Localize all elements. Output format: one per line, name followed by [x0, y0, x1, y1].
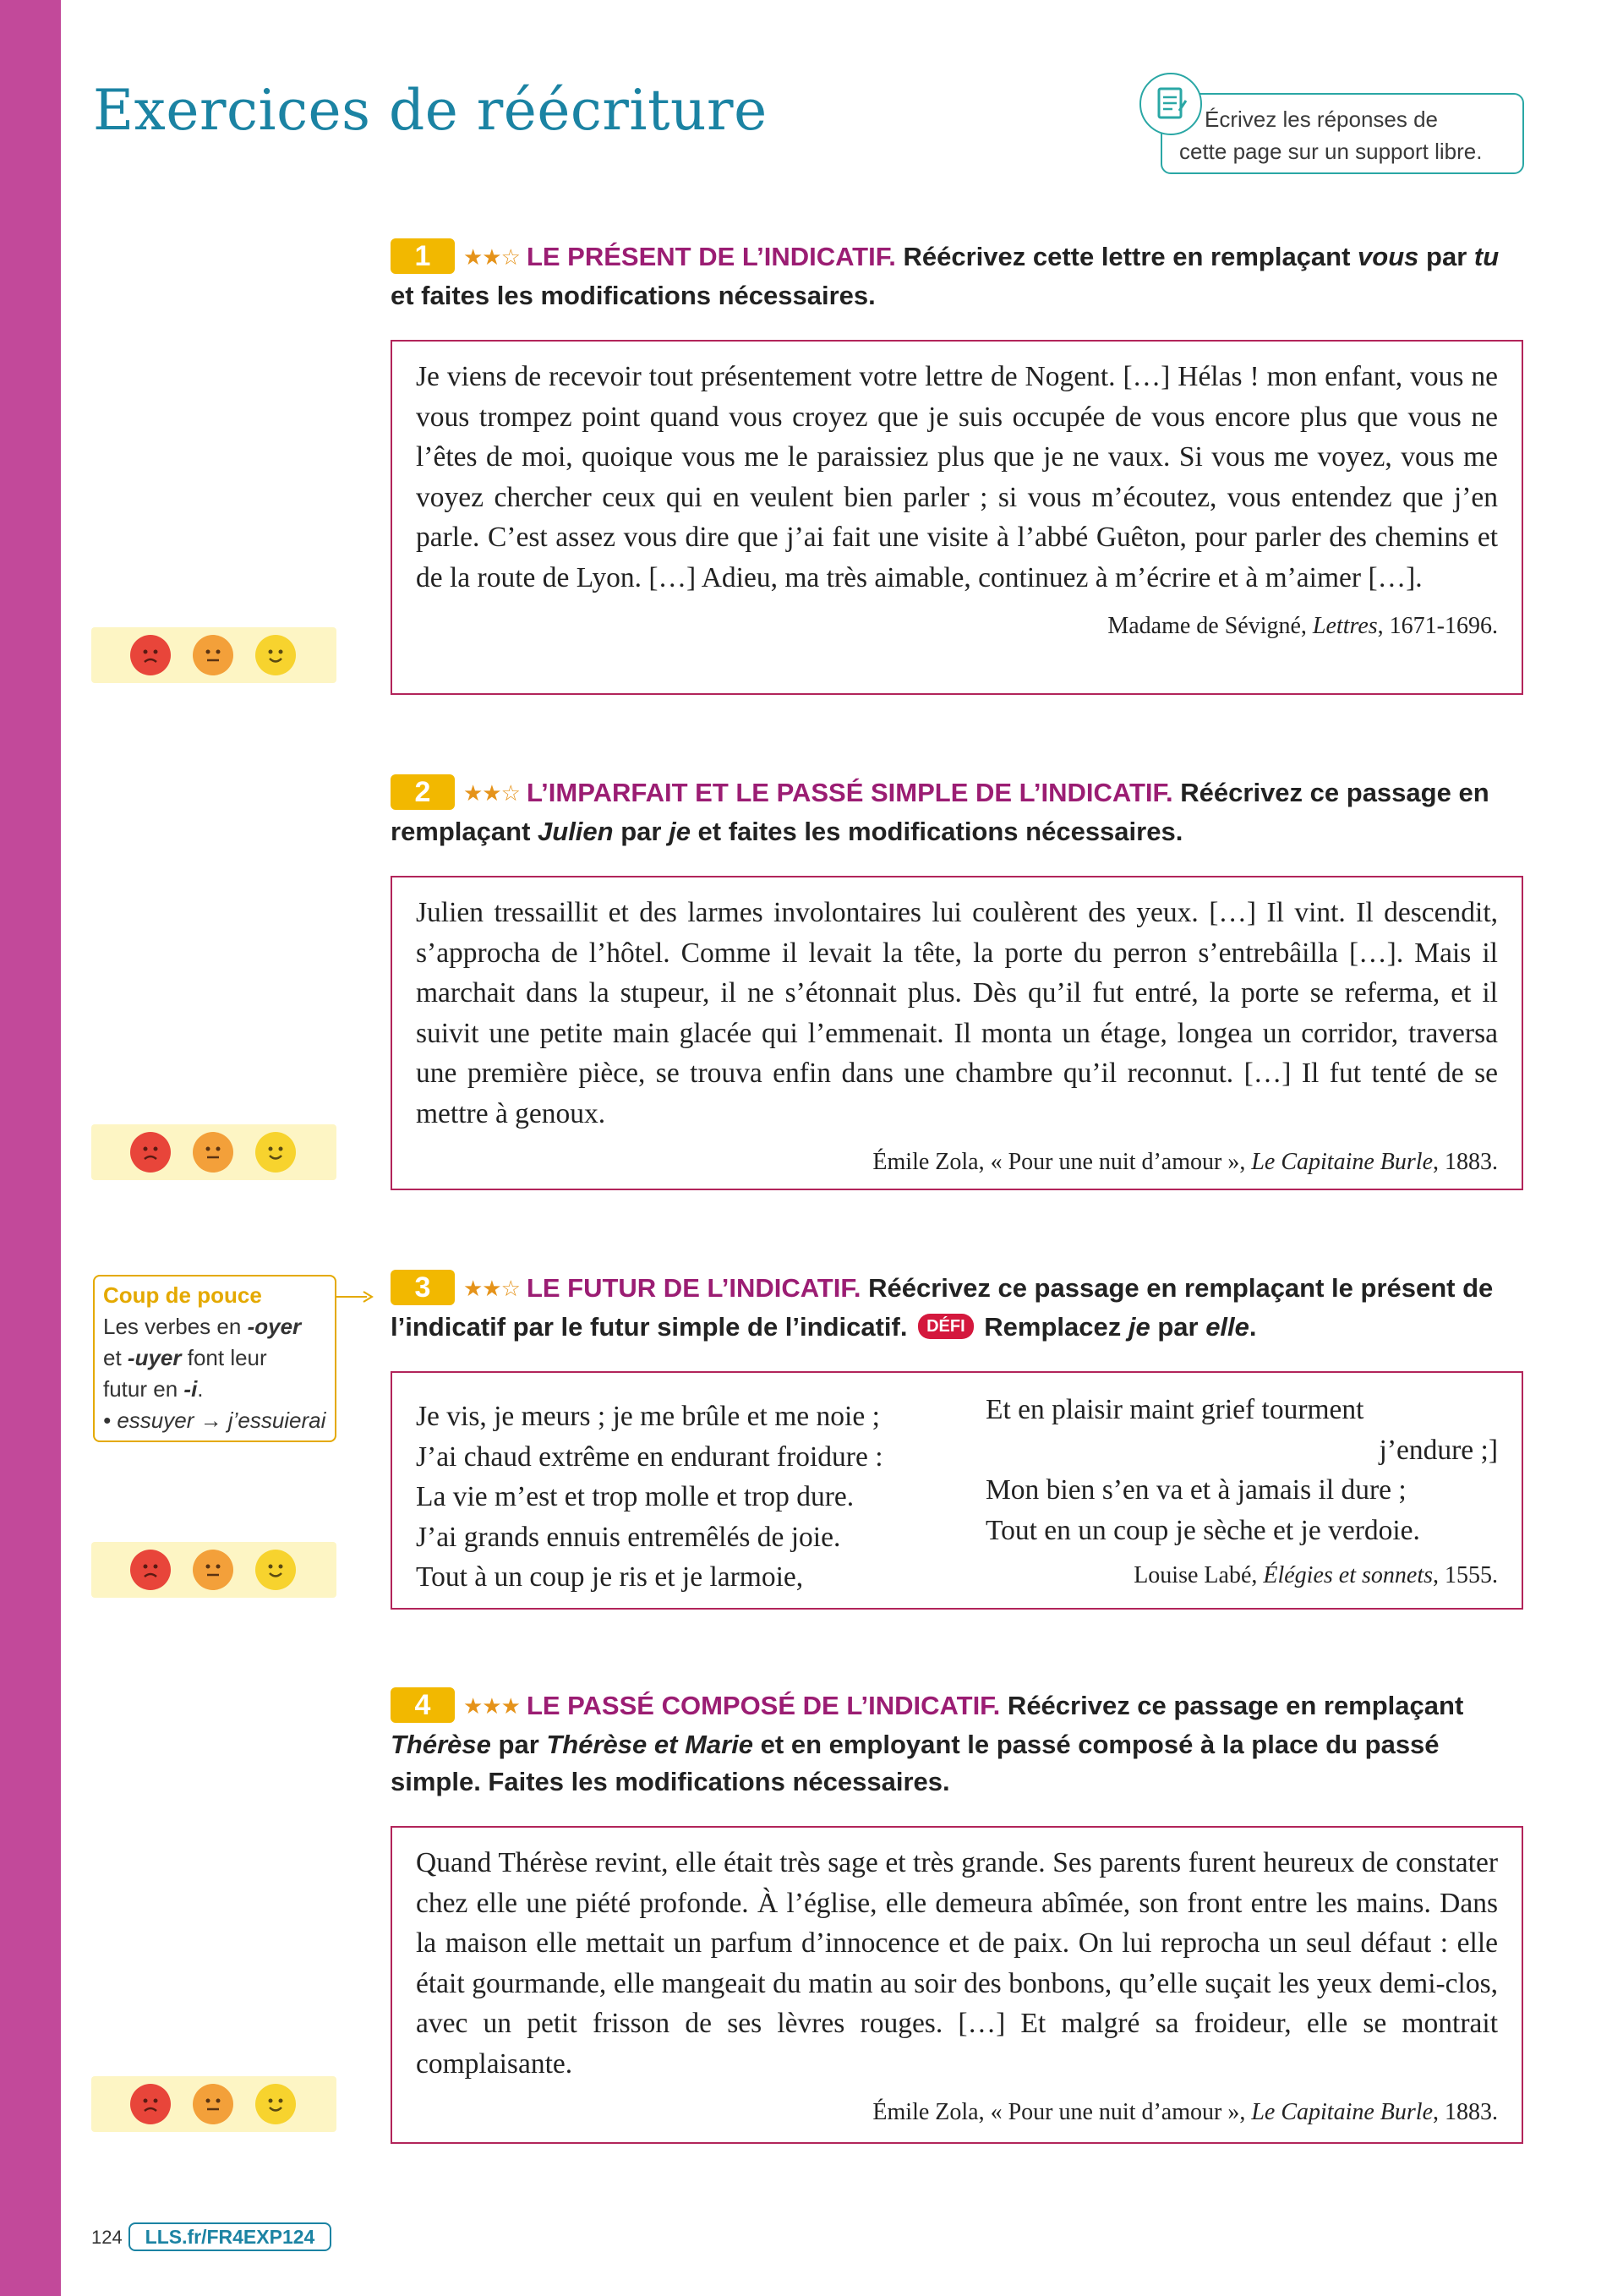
tip-text: . — [197, 1376, 204, 1402]
tip-line-3 — [103, 1374, 326, 1405]
exercise-topic: LE PASSÉ COMPOSÉ DE L’INDICATIF. — [526, 1691, 1001, 1720]
exercise-2-source — [416, 1145, 1498, 1179]
instruction-text: par — [613, 816, 669, 846]
difficulty-stars: ★★☆ — [463, 779, 520, 806]
side-color-bar — [0, 0, 61, 2296]
sad-face-icon[interactable] — [130, 1550, 171, 1590]
difficulty-stars: ★★★ — [463, 1692, 520, 1719]
instruction-text: Réécrivez ce passage en remplaçant — [1000, 1691, 1464, 1720]
source-year: , 1671-1696. — [1377, 613, 1498, 639]
tip-emphasis: -uyer — [127, 1345, 182, 1370]
source-work: Le Capitaine Burle — [1251, 2099, 1433, 2125]
source-year: , 1883. — [1433, 2099, 1498, 2125]
happy-face-icon[interactable] — [255, 1132, 296, 1173]
happy-face-icon[interactable] — [255, 635, 296, 675]
poem-line: j’endure ;] — [1379, 1434, 1498, 1466]
poem-line: Mon bien s’en va et à jamais il dure ; — [986, 1474, 1407, 1506]
difficulty-stars: ★★☆ — [463, 1275, 520, 1301]
instruction-emphasis: je — [1128, 1311, 1150, 1342]
neutral-face-icon[interactable] — [193, 635, 233, 675]
source-year: , 1883. — [1433, 1149, 1498, 1175]
tip-title: Coup de pouce — [103, 1282, 262, 1308]
instruction-text: par — [1150, 1311, 1206, 1342]
exercise-topic: L’IMPARFAIT ET LE PASSÉ SIMPLE DE L’INDICATIF. — [526, 778, 1173, 807]
note-text — [1162, 103, 1526, 167]
instruction-text: par — [490, 1729, 547, 1759]
exercise-topic: LE FUTUR DE L’INDICATIF. — [526, 1273, 861, 1303]
page-title: Exercices de réécriture — [93, 78, 768, 143]
exercise-number-badge: 1 — [391, 238, 455, 274]
happy-face-icon[interactable] — [255, 1550, 296, 1590]
instruction-emphasis: tu — [1473, 242, 1500, 271]
notepad-icon — [1139, 73, 1202, 135]
tip-text: et — [103, 1345, 128, 1370]
exercise-number-badge: 4 — [391, 1687, 455, 1723]
defi-badge: DÉFI — [918, 1314, 974, 1339]
source-author: Émile Zola, « Pour une nuit d’amour », — [872, 2099, 1252, 2125]
poem-line: Je vis, je meurs ; je me brûle et me noie ; — [416, 1401, 880, 1432]
sad-face-icon[interactable] — [130, 635, 171, 675]
instruction-text: et faites les modifications nécessaires. — [690, 816, 1183, 846]
arrow-right-icon — [336, 1288, 374, 1305]
note-line-2: cette page sur un support libre. — [1179, 139, 1483, 164]
instruction-text: . — [1249, 1311, 1257, 1342]
instruction-text: Remplacez — [976, 1311, 1128, 1342]
source-work: Le Capitaine Burle — [1251, 1149, 1433, 1175]
exercise-3-source — [986, 1559, 1498, 1593]
page-number: 124 — [91, 2227, 123, 2248]
source-author: Madame de Sévigné, — [1107, 613, 1313, 639]
self-assessment-2[interactable] — [91, 1124, 336, 1180]
note-line-1: Écrivez les réponses de — [1205, 107, 1439, 132]
poem-line: J’ai chaud extrême en endurant froidure : — [416, 1440, 883, 1473]
exercise-2-heading — [391, 774, 1523, 850]
source-author: Émile Zola, « Pour une nuit d’amour », — [872, 1149, 1252, 1175]
instruction-text: Réécrivez cette lettre en remplaçant — [895, 242, 1358, 271]
exercise-4-text-box — [391, 1826, 1523, 2144]
exercise-1-passage: Je viens de recevoir tout présentement votre lettre de Nogent. […] Hélas ! mon enfant, vous ne vous trompez point quand vous croyez que je suis occupée de vous encore plus que vous ne l’êtes de moi, quoique vous me le paraissiez plus que je ne vaux. Si vous me voyez, vous me voyez chercher ceux qui en veulent bien parler ; si vous m’écoutez, vous entendez que j’en parle. C’est assez vous dire que j’ai fait une visite à l’abbé Guêton, pour parler des chemins et de la route de Lyon. […] Adieu, ma très aimable, continuez à m’écrire et à m’aimer […]. — [416, 361, 1498, 593]
exercise-number-badge: 2 — [391, 774, 455, 810]
exercise-1-text-box — [391, 340, 1523, 695]
instruction-text: par — [1418, 242, 1474, 271]
poem — [416, 1390, 1498, 1598]
sad-face-icon[interactable] — [130, 1132, 171, 1173]
instructions-note — [1161, 93, 1524, 174]
source-author: Louise Labé, — [1134, 1562, 1264, 1588]
tip-emphasis: -oyer — [247, 1314, 302, 1339]
neutral-face-icon[interactable] — [193, 1550, 233, 1590]
instruction-emphasis: Thérèse — [391, 1729, 491, 1759]
tip-line-1 — [103, 1311, 326, 1342]
neutral-face-icon[interactable] — [193, 1132, 233, 1173]
poem-left-column — [416, 1390, 948, 1598]
exercise-4-heading — [391, 1687, 1523, 1801]
tip-text: font leur — [181, 1345, 267, 1370]
poem-line: J’ai grands ennuis entremêlés de joie. — [416, 1521, 841, 1553]
source-work: Lettres — [1312, 613, 1378, 639]
sad-face-icon[interactable] — [130, 2084, 171, 2124]
instruction-text: et faites les modifications nécessaires. — [391, 280, 876, 310]
exercise-4-passage: Quand Thérèse revint, elle était très sage et très grande. Ses parents furent heureux de constater chez elle une piété profonde. À l’église, elle demeura abîmée, son front entre les mains. Dans la maison elle mettait un parfum d’innocence et de paix. On lui reprocha un seul défaut : elle était gourmande, elle mangeait du matin au soir des bonbons, qu’elle suçait les yeux demi-clos, avec un petit frisson de ses lèvres rouges. […] Et malgré sa froideur, elle se montrait complaisante. — [416, 1847, 1498, 2080]
instruction-emphasis: elle — [1205, 1311, 1249, 1342]
exercise-3-text-box — [391, 1371, 1523, 1610]
tip-emphasis: -i — [183, 1376, 198, 1402]
poem-line: La vie m’est et trop molle et trop dure. — [416, 1481, 855, 1512]
instruction-text: Réécrivez ce passage en remplaçant — [391, 778, 1489, 846]
poem-line: Tout à un coup je ris et je larmoie, — [416, 1561, 804, 1593]
tip-line-2 — [103, 1342, 326, 1374]
instruction-text: Réécrivez ce passage en remplaçant le présent de l’indicatif par le futur simple de l’indicatif. — [391, 1273, 1494, 1342]
exercise-1-source — [416, 610, 1498, 643]
poem-line: Et en plaisir maint grief tourment — [986, 1394, 1364, 1425]
exercise-3-heading — [391, 1270, 1523, 1346]
instruction-emphasis: vous — [1358, 242, 1419, 271]
instruction-emphasis: Julien — [538, 816, 614, 846]
poem-right-column — [986, 1390, 1498, 1598]
instruction-text: et en employant le passé composé à la place du passé simple. Faites les modifications nécessaires. — [391, 1729, 1440, 1796]
footer-link[interactable]: LLS.fr/FR4EXP124 — [128, 2222, 331, 2251]
source-year: , 1555. — [1433, 1562, 1498, 1588]
source-work: Élégies et sonnets — [1263, 1562, 1433, 1588]
instruction-emphasis: je — [669, 816, 691, 846]
exercise-number-badge: 3 — [391, 1270, 455, 1305]
exercise-2-text-box — [391, 876, 1523, 1190]
exercise-topic: LE PRÉSENT DE L’INDICATIF. — [526, 242, 896, 271]
tip-text: Les verbes en — [103, 1314, 248, 1339]
exercise-2-passage: Julien tressaillit et des larmes involontaires lui coulèrent des yeux. […] Il vint. Il descendit, s’approcha de l’hôtel. Comme il levait la tête, la porte du perron s’entrebâilla […]. Mais il marchait dans la stupeur, il ne s’étonnait plus. Dès qu’il fut entré, la porte se referma, et il suivit une petite main glacée qui l’emmenait. Il monta un étage, longea un corridor, traversa une première pièce, se trouva enfin dans une chambre qu’il reconnut. […] Il fut tenté de se mettre à genoux. — [416, 897, 1498, 1129]
tip-example: • essuyer → j’essuierai — [103, 1408, 326, 1433]
difficulty-stars: ★★☆ — [463, 243, 520, 270]
tip-box — [93, 1275, 336, 1442]
self-assessment-4[interactable] — [91, 2076, 336, 2132]
exercise-1-heading — [391, 238, 1523, 314]
neutral-face-icon[interactable] — [193, 2084, 233, 2124]
poem-line: Tout en un coup je sèche et je verdoie. — [986, 1514, 1420, 1546]
exercise-4-source — [416, 2096, 1498, 2129]
tip-text: futur en — [103, 1376, 184, 1402]
self-assessment-3[interactable] — [91, 1542, 336, 1598]
self-assessment-1[interactable] — [91, 627, 336, 683]
happy-face-icon[interactable] — [255, 2084, 296, 2124]
instruction-emphasis: Thérèse et Marie — [546, 1729, 754, 1759]
